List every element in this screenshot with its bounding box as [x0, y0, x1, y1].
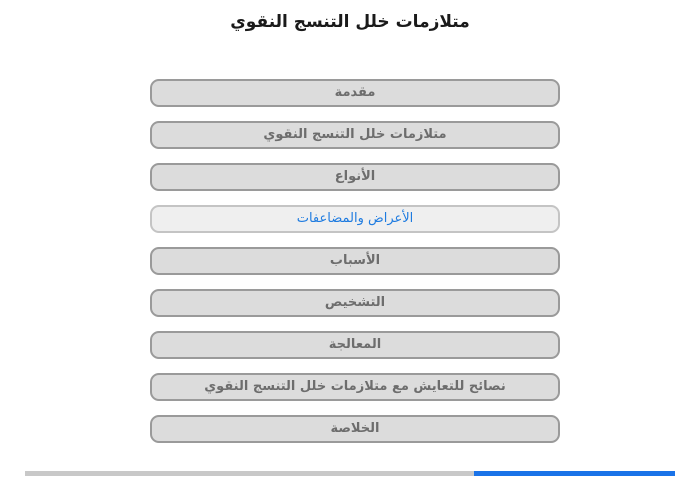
menu-item-treatment[interactable]: المعالجة — [150, 331, 560, 359]
menu-item-diagnosis[interactable]: التشخيص — [150, 289, 560, 317]
menu-item-causes[interactable]: الأسباب — [150, 247, 560, 275]
menu-item-introduction[interactable]: مقدمة — [150, 79, 560, 107]
page-title: متلازمات خلل التنسج النقوي — [230, 12, 470, 32]
menu-item-summary[interactable]: الخلاصة — [150, 415, 560, 443]
menu-item-types[interactable]: الأنواع — [150, 163, 560, 191]
progress-bar-fill — [474, 471, 676, 476]
progress-bar — [25, 471, 675, 476]
menu-item-living-tips[interactable]: نصائح للتعايش مع متلازمات خلل التنسج النقوي — [150, 373, 560, 401]
menu-item-symptoms-complications[interactable]: الأعراض والمضاعفات — [150, 205, 560, 233]
section-menu — [150, 79, 560, 457]
menu-item-mds[interactable]: متلازمات خلل التنسج النقوي — [150, 121, 560, 149]
